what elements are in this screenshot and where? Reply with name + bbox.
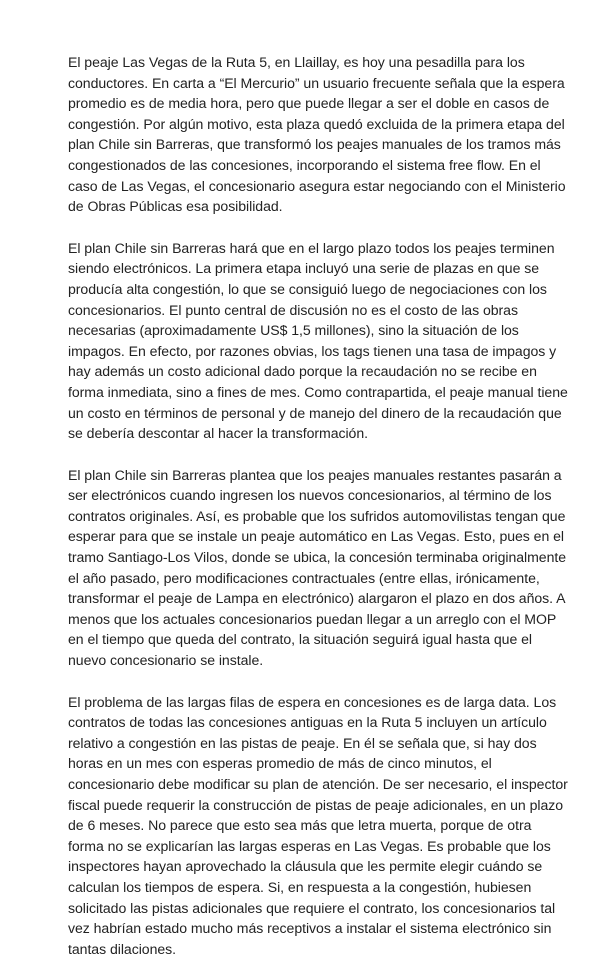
article-paragraph-4: El problema de las largas filas de espera en concesiones es de larga data. Los contratos de todas las concesiones antiguas en la Ruta 5 incluyen un artículo relativo a congestión en las pistas de peaje. En él se señala que, si hay dos horas en un mes con esperas promedio de más de cinco minutos, el concesionario debe modificar su plan de atención. De ser necesario, el inspector fiscal puede requerir la construcción de pistas de peaje adicionales, en un plazo de 6 meses. No parece que esto sea más que letra muerta, porque de otra forma no se explicarían las largas esperas en Las Vegas. Es probable que los inspectores hayan aprovechado la cláusula que les permite elegir cuándo se calculan los tiempos de espera. Si, en respuesta a la congestión, hubiesen solicitado las pistas adicionales que requiere el contrato, los concesionarios tal vez habrían estado mucho más receptivos a instalar el sistema electrónico sin tantas dilaciones. <box>68 693 568 957</box>
article-body <box>68 52 568 980</box>
article-paragraph-1: El peaje Las Vegas de la Ruta 5, en Llaillay, es hoy una pesadilla para los conductores. En carta a “El Mercurio” un usuario frecuente señala que la espera promedio es de media hora, pero que puede llegar a ser el doble en casos de congestión. Por algún motivo, esta plaza quedó excluida de la primera etapa del plan Chile sin Barreras, que transformó los peajes manuales de los tramos más congestionados de las concesiones, incorporando el sistema free flow. En el caso de Las Vegas, el concesionario asegura estar negociando con el Ministerio de Obras Públicas esa posibilidad. <box>68 54 566 215</box>
article-paragraph-2: El plan Chile sin Barreras hará que en el largo plazo todos los peajes terminen siendo electrónicos. La primera etapa incluyó una serie de plazas en que se producía alta congestión, lo que se consiguió luego de negociaciones con los concesionarios. El punto central de discusión no es el costo de las obras necesarias (aproximadamente US$ 1,5 millones), sino la situación de los impagos. En efecto, por razones obvias, los tags tienen una tasa de impagos y hay además un costo adicional dado porque la recaudación no se recibe en forma inmediata, sino a fines de mes. Como contrapartida, el peaje manual tiene un costo en términos de personal y de manejo del dinero de la recaudación que se debería descontar al hacer la transformación. <box>68 239 568 442</box>
article-paragraph-3: El plan Chile sin Barreras plantea que los peajes manuales restantes pasarán a ser electrónicos cuando ingresen los nuevos concesionarios, al término de los contratos originales. Así, es probable que los sufridos automovilistas tengan que esperar para que se instale un peaje automático en Las Vegas. Esto, pues en el tramo Santiago-Los Vilos, donde se ubica, la concesión terminaba originalmente el año pasado, pero modificaciones contractuales (entre ellas, irónicamente, transformar el peaje de Lampa en electrónico) alargaron el plazo en dos años. A menos que los actuales concesionarios puedan llegar a un arreglo con el MOP en el tiempo que queda del contrato, la situación seguirá igual hasta que el nuevo concesionario se instale. <box>68 466 567 669</box>
